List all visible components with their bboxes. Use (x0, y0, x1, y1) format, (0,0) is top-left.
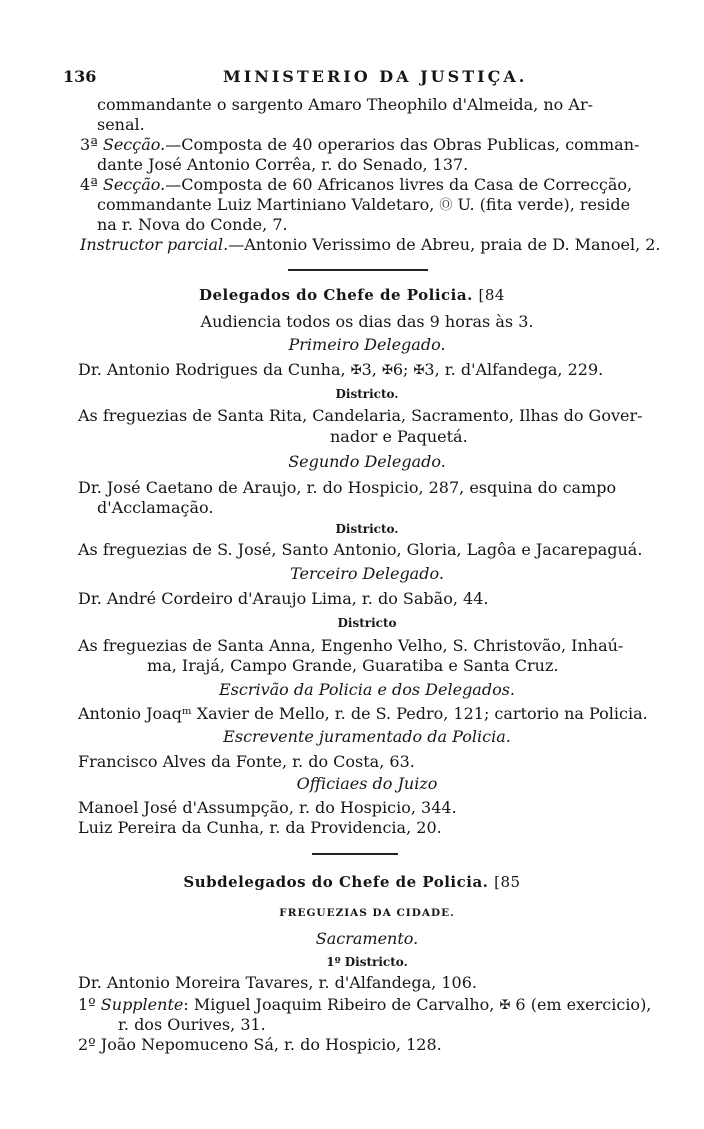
rose-order-icon: ✠ (499, 998, 511, 1013)
subsection-title: Terceiro Delegado. (290, 564, 444, 583)
secao-text: —Composta de 60 Africanos livres da Casa de Correcção, (165, 175, 633, 194)
text-line: Dr. André Cordeiro d'Araujo Lima, r. do Sabão, 44. (78, 589, 489, 608)
text-fragment: 6; (392, 360, 414, 379)
text-fragment: 3, (361, 360, 382, 379)
cross-order-icon: ✠ (413, 363, 425, 378)
heading-text: Subdelegados do Chefe de Policia. (183, 873, 489, 891)
secao-number: 3ª (80, 135, 98, 154)
subsection-title: Officiaes do Juizo (296, 774, 438, 793)
section-divider (312, 853, 398, 855)
text-line (78, 360, 603, 381)
text-line: Francisco Alves da Fonte, r. do Costa, 63. (78, 752, 415, 771)
text-fragment: 1º (78, 995, 96, 1014)
instructor-label: Instructor parcial. (80, 235, 229, 254)
page-number: 136 (63, 67, 97, 86)
heading-reference: [84 (478, 286, 505, 304)
heading-text: Delegados do Chefe de Policia. (199, 286, 473, 304)
text-line: 2º João Nepomuceno Sá, r. do Hospicio, 128. (78, 1035, 442, 1054)
text-fragment: U. (fita verde), reside (452, 195, 631, 214)
text-line: nador e Paquetá. (330, 427, 468, 446)
page-header (63, 67, 645, 91)
freguezias-heading: FREGUEZIAS DA CIDADE. (279, 907, 455, 919)
instructor-text: —Antonio Verissimo de Abreu, praia de D. Manoel, 2. (228, 235, 661, 254)
section-heading (0, 285, 704, 305)
section-heading (0, 872, 704, 892)
supplente-label: Supplente (100, 995, 184, 1014)
secao-text: —Composta de 40 operarios das Obras Publicas, comman- (165, 135, 640, 154)
text-line: dante José Antonio Corrêa, r. do Senado, 137. (97, 155, 469, 174)
text-fragment: 6 (em exercicio), (510, 995, 652, 1014)
secao-label: Secção. (102, 135, 166, 154)
order-symbol-icon: Ⓞ (439, 198, 453, 213)
rose-order-icon: ✠ (381, 363, 393, 378)
text-line: na r. Nova do Conde, 7. (97, 215, 288, 234)
text-line: Dr. Antonio Moreira Tavares, r. d'Alfandega, 106. (78, 973, 477, 992)
districto-label: Districto (337, 616, 397, 630)
text-line: As freguezias de S. José, Santo Antonio, Gloria, Lagôa e Jacarepaguá. (78, 540, 643, 559)
text-fragment: Dr. Antonio Rodrigues da Cunha, (78, 360, 351, 379)
text-line (97, 195, 630, 216)
text-line: As freguezias de Santa Anna, Engenho Velho, S. Christovão, Inhaú- (78, 636, 624, 655)
instructor-entry (80, 235, 661, 255)
text-line: Dr. José Caetano de Araujo, r. do Hospicio, 287, esquina do campo (78, 478, 617, 497)
text-line: commandante o sargento Amaro Theophilo d'Almeida, no Ar- (97, 95, 593, 114)
text-line: d'Acclamação. (97, 498, 214, 517)
districto-label: Districto. (335, 522, 399, 536)
subsection-title: Sacramento. (315, 929, 419, 948)
text-fragment: 3, r. d'Alfandega, 229. (424, 360, 604, 379)
secao-number: 4ª (80, 175, 98, 194)
supplente-entry (78, 995, 651, 1016)
heading-reference: [85 (494, 873, 521, 891)
page-title: MINISTERIO DA JUSTIÇA. (223, 67, 528, 86)
text-fragment: commandante Luiz Martiniano Valdetaro, (97, 195, 440, 214)
subsection-title: Segundo Delegado. (288, 452, 446, 471)
subsection-title: Escrivão da Policia e dos Delegados. (218, 680, 516, 699)
secao-label: Secção. (102, 175, 166, 194)
text-line: r. dos Ourives, 31. (118, 1015, 266, 1034)
audiencia-line: Audiencia todos os dias das 9 horas às 3. (200, 312, 534, 331)
secao-4-entry (80, 175, 632, 195)
text-fragment: : Miguel Joaquim Ribeiro de Carvalho, (183, 995, 500, 1014)
text-line: Antonio Joaqᵐ Xavier de Mello, r. de S. Pedro, 121; cartorio na Policia. (78, 704, 648, 723)
text-line: Luiz Pereira da Cunha, r. da Providencia, 20. (78, 818, 442, 837)
text-line: As freguezias de Santa Rita, Candelaria, Sacramento, Ilhas do Gover- (78, 406, 643, 425)
text-line: ma, Irajá, Campo Grande, Guaratiba e Santa Cruz. (147, 656, 559, 675)
text-line: Manoel José d'Assumpção, r. do Hospicio, 344. (78, 798, 457, 817)
cross-order-icon: ✠ (350, 363, 362, 378)
section-divider (288, 269, 428, 271)
text-line: senal. (97, 115, 145, 134)
subsection-title: Escrevente juramentado da Policia. (223, 727, 511, 746)
subsection-title: Primeiro Delegado. (288, 335, 446, 354)
secao-3-entry (80, 135, 639, 155)
districto-label: 1º Districto. (326, 955, 408, 969)
districto-label: Districto. (335, 387, 399, 401)
